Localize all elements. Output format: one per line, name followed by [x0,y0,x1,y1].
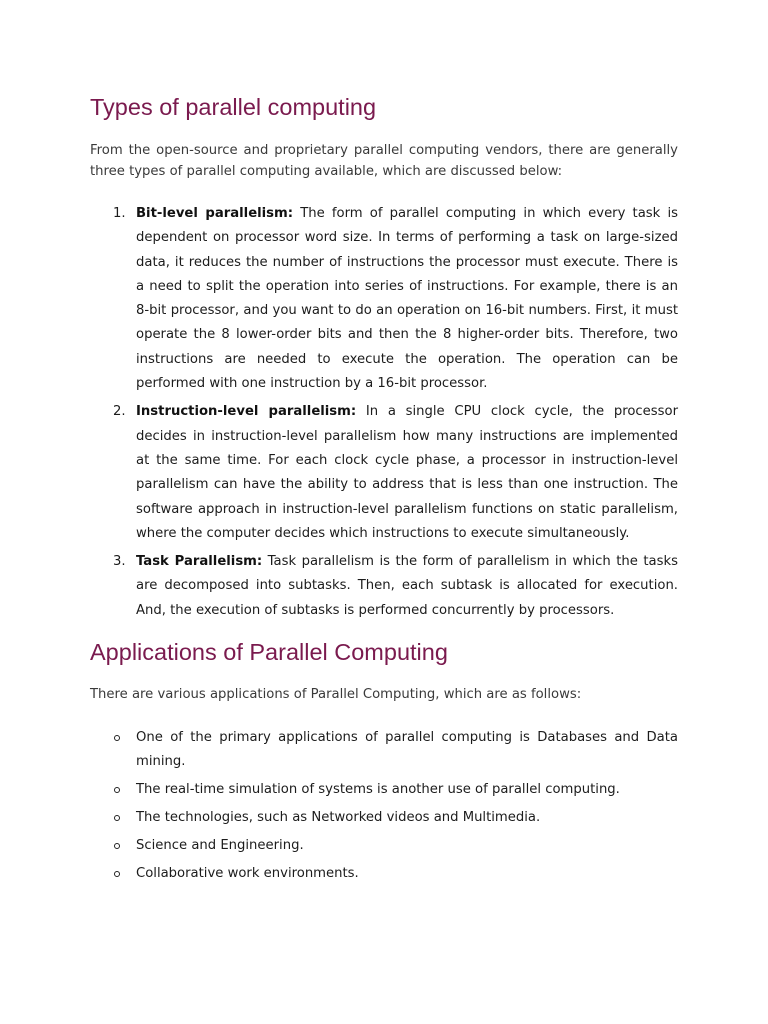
list-item [90,550,678,623]
section-intro-applications: There are various applications of Parallel Computing, which are as follows: [90,687,582,702]
section-heading-applications: Applications of Parallel Computing [90,639,448,665]
list-item-text: One of the primary applications of parallel computing is Databases and Data mining. [136,730,678,769]
circle-bullet-icon [114,815,120,821]
list-item-text: The technologies, such as Networked videos and Multimedia. [136,809,541,825]
list-item [90,726,678,773]
list-number: 1. [113,206,126,221]
term-label: Bit-level parallelism: [136,206,294,221]
list-item [90,834,678,858]
list-item [90,400,678,546]
list-item [90,806,678,830]
list-number: 2. [113,404,126,420]
term-description: In a single CPU clock cycle, the processor decides in instruction-level parallelism how many instructions are implemented at the same time. For each clock cycle phase, a processor in instruction-level parallelism can have the ability to address that is less than one instruction. The software approach in instruction-level parallelism functions on static parallelism, where the computer decides which instructions to execute simultaneously. [136,404,678,541]
circle-bullet-icon [114,843,120,849]
list-item-text: Collaborative work environments. [136,865,359,881]
term-description: Task parallelism is the form of parallelism in which the tasks are decomposed into subtasks. Then, each subtask is allocated for execution. And, the execution of subtasks is performed concurrently by processors. [136,554,678,618]
term-description: The form of parallel computing in which every task is dependent on processor word size. In terms of performing a task on large-sized data, it reduces the number of instructions the processor must execute. There is a need to split the operation into series of instructions. For example, there is an 8-bit processor, and you want to do an operation on 16-bit numbers. First, it must operate the 8 lower-order bits and then the 8 higher-order bits. Therefore, two instructions are needed to execute the operation. The operation can be performed with one instruction by a 16-bit processor. [136,206,678,392]
parallelism-types-list [90,202,678,627]
list-item-text: The real-time simulation of systems is another use of parallel computing. [136,781,620,797]
applications-list [90,726,678,890]
list-item [90,202,678,396]
term-label: Task Parallelism: [136,554,263,570]
circle-bullet-icon [114,735,120,741]
list-item [90,778,678,802]
list-item-text: Science and Engineering. [136,837,304,853]
term-label: Instruction-level parallelism: [136,404,357,420]
section-heading-types: Types of parallel computing [90,94,377,120]
circle-bullet-icon [114,871,120,877]
section-intro-types: From the open-source and proprietary parallel computing vendors, there are generally three types of parallel computing available, which are discussed below: [90,143,678,179]
list-number: 3. [113,554,126,570]
list-item [90,862,678,886]
circle-bullet-icon [114,787,120,793]
